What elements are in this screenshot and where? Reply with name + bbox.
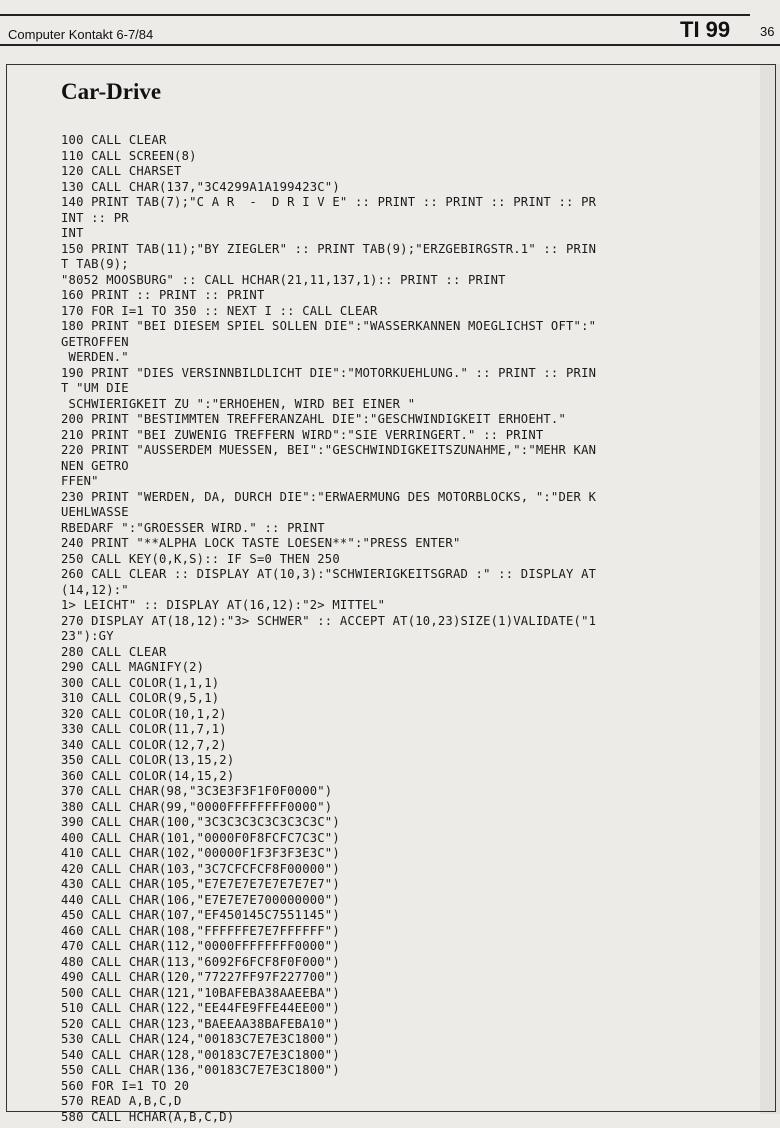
code-line: 570 READ A,B,C,D: [61, 1094, 182, 1108]
code-line: 380 CALL CHAR(99,"0000FFFFFFFF0000"): [61, 799, 333, 814]
code-line: 330 CALL COLOR(11,7,1): [61, 722, 227, 736]
code-line: 450 CALL CHAR(107,"EF450145C7551145"): [61, 908, 340, 922]
code-line: NEN GETRO: [61, 458, 129, 473]
code-line: FFEN": [61, 474, 99, 488]
code-line: RBEDARF ":"GROESSER WIRD." :: PRINT: [61, 520, 325, 535]
code-line: 190 PRINT "DIES VERSINNBILDLICHT DIE":"MOTORKUEHLUNG." :: PRINT :: PRIN: [61, 365, 597, 380]
code-line: WERDEN.": [61, 350, 129, 364]
code-line: 420 CALL CHAR(103,"3C7CFCFCF8F00000"): [61, 861, 340, 876]
code-line: 480 CALL CHAR(113,"6092F6FCF8F0F000"): [61, 954, 340, 969]
code-line: 260 CALL CLEAR :: DISPLAY AT(10,3):"SCHWIERIGKEITSGRAD :" :: DISPLAY AT: [61, 567, 597, 581]
code-line: 130 CALL CHAR(137,"3C4299A1A199423C"): [61, 179, 340, 194]
code-line: 290 CALL MAGNIFY(2): [61, 660, 205, 674]
article-title: Car-Drive: [61, 79, 162, 104]
code-line: 440 CALL CHAR(106,"E7E7E7E700000000"): [61, 892, 340, 907]
code-line: 110 CALL SCREEN(8): [61, 148, 197, 163]
code-line: 400 CALL CHAR(101,"0000F0F8FCFC7C3C"): [61, 830, 340, 845]
code-line: 220 PRINT "AUSSERDEM MUESSEN, BEI":"GESCHWINDIGKEITSZUNAHME,":"MEHR KAN: [61, 443, 597, 457]
code-line: 200 PRINT "BESTIMMTEN TREFFERANZAHL DIE":"GESCHWINDIGKEIT ERHOEHT.": [61, 412, 567, 426]
code-line: 240 PRINT "**ALPHA LOCK TASTE LOESEN**":"PRESS ENTER": [61, 536, 461, 550]
code-line: 530 CALL CHAR(124,"00183C7E7E3C1800"): [61, 1032, 340, 1046]
code-line: 310 CALL COLOR(9,5,1): [61, 691, 220, 705]
code-line: 390 CALL CHAR(100,"3C3C3C3C3C3C3C3C"): [61, 815, 340, 829]
page-number: 36: [760, 24, 775, 39]
code-line: 230 PRINT "WERDEN, DA, DURCH DIE":"ERWAERMUNG DES MOTORBLOCKS, ":"DER K: [61, 489, 597, 504]
code-line: INT: [61, 226, 84, 240]
code-line: 460 CALL CHAR(108,"FFFFFFE7E7FFFFFF"): [61, 923, 340, 938]
code-line: INT :: PR: [61, 210, 129, 225]
code-line: 140 PRINT TAB(7);"C A R - D R I V E" :: PRINT :: PRINT :: PRINT :: PR: [61, 195, 597, 209]
code-line: 300 CALL COLOR(1,1,1): [61, 675, 220, 690]
code-line: 430 CALL CHAR(105,"E7E7E7E7E7E7E7E7"): [61, 877, 340, 891]
code-line: 100 CALL CLEAR: [61, 133, 167, 147]
code-line: GETROFFEN: [61, 334, 129, 349]
code-line: 550 CALL CHAR(136,"00183C7E7E3C1800"): [61, 1063, 340, 1077]
code-line: 510 CALL CHAR(122,"EE44FE9FFE44EE00"): [61, 1001, 340, 1015]
code-line: 280 CALL CLEAR: [61, 644, 167, 659]
code-line: SCHWIERIGKEIT ZU ":"ERHOEHEN, WIRD BEI EINER ": [61, 396, 416, 411]
code-line: 250 CALL KEY(0,K,S):: IF S=0 THEN 250: [61, 551, 340, 566]
code-line: 540 CALL CHAR(128,"00183C7E7E3C1800"): [61, 1047, 340, 1062]
code-line: 150 PRINT TAB(11);"BY ZIEGLER" :: PRINT TAB(9);"ERZGEBIRGSTR.1" :: PRIN: [61, 241, 597, 256]
code-line: 170 FOR I=1 TO 350 :: NEXT I :: CALL CLEAR: [61, 303, 378, 318]
code-line: 560 FOR I=1 TO 20: [61, 1078, 190, 1093]
code-line: 350 CALL COLOR(13,15,2): [61, 753, 235, 767]
listing-frame: [6, 64, 776, 1124]
code-line: 120 CALL CHARSET: [61, 164, 182, 178]
code-line: 320 CALL COLOR(10,1,2): [61, 706, 227, 721]
code-line: 410 CALL CHAR(102,"00000F1F3F3F3E3C"): [61, 846, 340, 860]
code-line: 180 PRINT "BEI DIESEM SPIEL SOLLEN DIE":"WASSERKANNEN MOEGLICHST OFT":": [61, 319, 597, 333]
code-line: 490 CALL CHAR(120,"77227FF97F227700"): [61, 970, 340, 984]
code-line: T "UM DIE: [61, 381, 129, 395]
code-line: 210 PRINT "BEI ZUWENIG TREFFERN WIRD":"SIE VERRINGERT." :: PRINT: [61, 427, 544, 442]
code-line: "8052 MOOSBURG" :: CALL HCHAR(21,11,137,1):: PRINT :: PRINT: [61, 272, 506, 287]
code-line: 520 CALL CHAR(123,"BAEEAA38BAFEBA10"): [61, 1016, 340, 1031]
code-line: UEHLWASSE: [61, 505, 129, 519]
page-header: [0, 0, 780, 56]
code-line: 270 DISPLAY AT(18,12):"3> SCHWER" :: ACCEPT AT(10,23)SIZE(1)VALIDATE("1: [61, 613, 597, 628]
code-line: 500 CALL CHAR(121,"10BAFEBA38AAEEBA"): [61, 985, 340, 1000]
magazine-issue: Computer Kontakt 6-7/84: [8, 27, 154, 42]
code-line: 23"):GY: [61, 629, 114, 643]
code-line: 160 PRINT :: PRINT :: PRINT: [61, 288, 265, 302]
code-line: 360 CALL COLOR(14,15,2): [61, 768, 235, 783]
code-line: 340 CALL COLOR(12,7,2): [61, 737, 227, 752]
code-line: T TAB(9);: [61, 257, 129, 271]
code-line: 370 CALL CHAR(98,"3C3E3F3F1F0F0000"): [61, 784, 333, 798]
section-title: TI 99: [680, 17, 731, 42]
header-bottom-rule: [0, 44, 780, 46]
program-listing: [61, 133, 773, 1125]
header-top-rule: [0, 14, 750, 16]
code-line: 470 CALL CHAR(112,"0000FFFFFFFF0000"): [61, 939, 340, 953]
code-line: 1> LEICHT" :: DISPLAY AT(16,12):"2> MITTEL": [61, 598, 386, 612]
code-line: 580 CALL HCHAR(A,B,C,D): [61, 1109, 235, 1124]
code-line: (14,12):": [61, 582, 129, 597]
